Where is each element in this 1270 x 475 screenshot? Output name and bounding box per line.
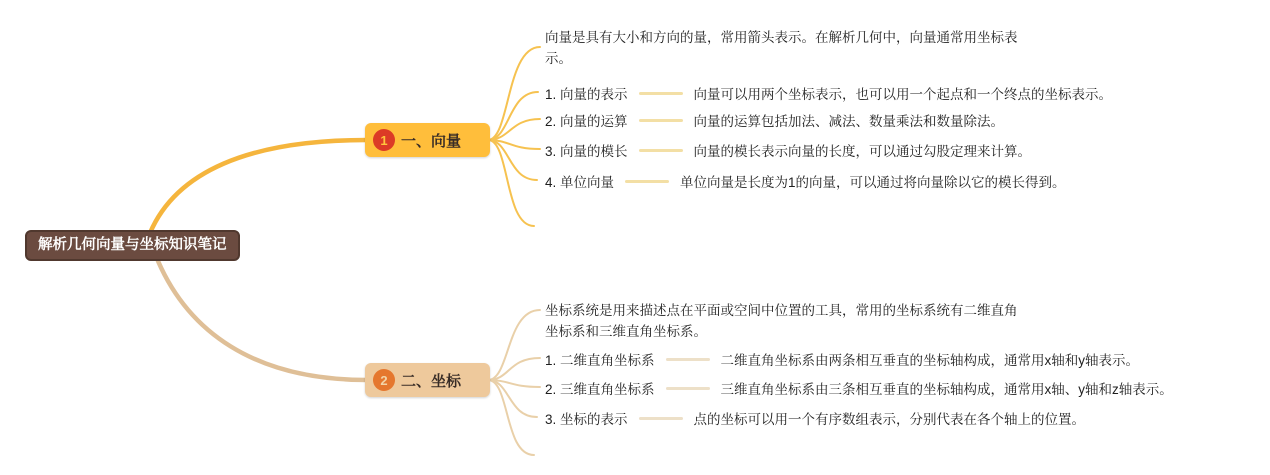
subtopic-label[interactable]: 1. 向量的表示 bbox=[545, 87, 628, 102]
priority-2-badge-icon: 2 bbox=[373, 369, 395, 391]
subtopic-description[interactable]: 三维直角坐标系由三条相互垂直的坐标轴构成，通常用x轴、y轴和z轴表示。 bbox=[720, 382, 1173, 397]
subtopic-description[interactable]: 向量的模长表示向量的长度，可以通过勾股定理来计算。 bbox=[693, 144, 1032, 159]
subtopic-row bbox=[545, 83, 1112, 103]
branch2-main-curve bbox=[158, 261, 367, 380]
subtopic-row bbox=[545, 408, 1085, 428]
branch2-label: 二、坐标 bbox=[401, 372, 462, 390]
subtopic-connector-line bbox=[639, 119, 683, 122]
subtopic-row bbox=[545, 378, 1173, 398]
subtopic-description[interactable]: 二维直角坐标系由两条相互垂直的坐标轴构成，通常用x轴和y轴表示。 bbox=[720, 353, 1140, 368]
branch1-description[interactable]: 向量是具有大小和方向的量，常用箭头表示。在解析几何中，向量通常用坐标表示。 bbox=[545, 30, 1018, 66]
subtopic-row bbox=[545, 349, 1139, 369]
subtopic-label[interactable]: 1. 二维直角坐标系 bbox=[545, 353, 655, 368]
subtopic-connector-line bbox=[639, 149, 683, 152]
subtopic-description[interactable]: 向量可以用两个坐标表示，也可以用一个起点和一个终点的坐标表示。 bbox=[693, 87, 1113, 102]
subtopic-connector-line bbox=[639, 417, 683, 420]
branch1-main-curve bbox=[150, 140, 367, 233]
subtopic-label[interactable]: 3. 向量的模长 bbox=[545, 144, 628, 159]
subtopic-label[interactable]: 2. 三维直角坐标系 bbox=[545, 382, 655, 397]
branch1-fan-curves bbox=[488, 47, 540, 226]
subtopic-row bbox=[545, 140, 1031, 160]
subtopic-connector-line bbox=[625, 180, 669, 183]
subtopic-label[interactable]: 4. 单位向量 bbox=[545, 175, 615, 190]
branch-topic-coordinate[interactable] bbox=[365, 363, 490, 397]
subtopic-connector-line bbox=[666, 387, 710, 390]
branch1-label: 一、向量 bbox=[401, 132, 462, 150]
branch-topic-vector[interactable] bbox=[365, 123, 490, 157]
subtopic-connector-line bbox=[666, 358, 710, 361]
subtopic-row bbox=[545, 171, 1066, 191]
subtopic-label[interactable]: 2. 向量的运算 bbox=[545, 114, 628, 129]
root-topic[interactable]: 解析几何向量与坐标知识笔记 bbox=[25, 230, 240, 261]
subtopic-description[interactable]: 点的坐标可以用一个有序数组表示，分别代表在各个轴上的位置。 bbox=[693, 412, 1086, 427]
subtopic-row bbox=[545, 110, 1004, 130]
branch2-fan-curves bbox=[488, 310, 540, 455]
subtopic-connector-line bbox=[639, 92, 683, 95]
branch2-description[interactable]: 坐标系统是用来描述点在平面或空间中位置的工具，常用的坐标系统有二维直角坐标系和三维直角坐标系。 bbox=[545, 303, 1018, 339]
subtopic-label[interactable]: 3. 坐标的表示 bbox=[545, 412, 628, 427]
priority-1-badge-icon: 1 bbox=[373, 129, 395, 151]
subtopic-description[interactable]: 向量的运算包括加法、减法、数量乘法和数量除法。 bbox=[693, 114, 1005, 129]
subtopic-description[interactable]: 单位向量是长度为1的向量，可以通过将向量除以它的模长得到。 bbox=[680, 175, 1066, 190]
